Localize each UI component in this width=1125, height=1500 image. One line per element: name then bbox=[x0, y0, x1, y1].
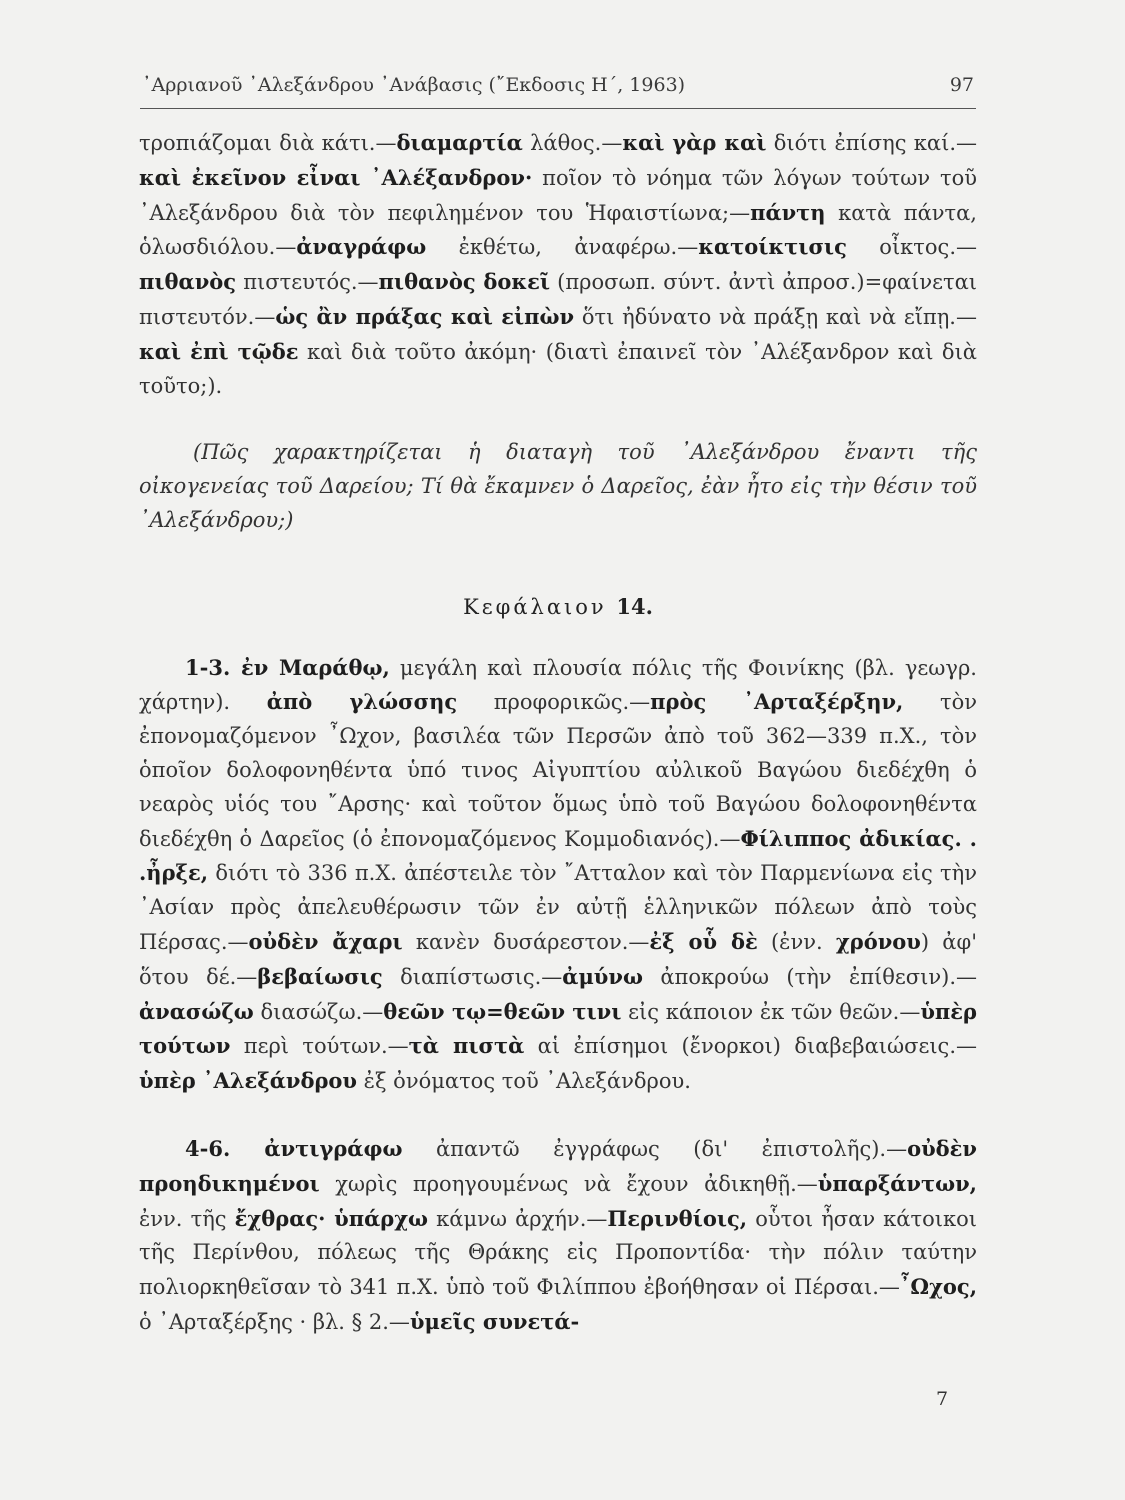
chapter-heading bbox=[139, 590, 977, 625]
page-number: 97 bbox=[949, 74, 974, 96]
study-question: (Πῶς χαρακτηρίζεται ἡ διαταγὴ τοῦ ᾽Αλεξάνδρου ἔναντι τῆς οἰκογενείας τοῦ Δαρείου; Τί θὰ ἔκαμνεν ὁ Δαρεῖος, ἐὰν ἦτο εἰς τὴν θέσιν τοῦ ᾽Αλεξάνδρου;) bbox=[139, 440, 977, 532]
section-4-6: 4-6. ἀντιγράφω ἀπαντῶ ἐγγράφως (δι' ἐπιστολῆς).—οὐδὲν προηδικημένοι χωρὶς προηγουμένως νὰ ἔχουν ἀδικηθῇ.—ὑπαρξάντων, ἐνν. τῆς ἔχθρας· ὑπάρχω κάμνω ἀρχήν.—Περινθίοις, οὗτοι ἦσαν κάτοικοι τῆς Περίνθου, πόλεως τῆς Θράκης εἰς Προποντίδα· τὴν πόλιν ταύτην πολιορκηθεῖσαν τὸ 341 π.Χ. ὑπὸ τοῦ Φιλίππου ἐβοήθησαν οἱ Πέρσαι.—῏Ωχος, ὁ ᾽Αρταξέρξης · βλ. § 2.—ὑμεῖς συνετά- bbox=[139, 1135, 977, 1334]
chapter-label: Κεφάλαιον bbox=[463, 594, 607, 619]
header-title: ᾽Αρριανοῦ ᾽Αλεξάνδρου ᾽Ανάβασις (῎Εκδοσις Η΄, 1963) bbox=[142, 74, 686, 96]
commentary-paragraph: τροπιάζομαι διὰ κάτι.—διαμαρτία λάθος.—καὶ γὰρ καὶ διότι ἐπίσης καί.—καὶ ἐκεῖνον εἶναι ᾽Αλέξανδρον· ποῖον τὸ νόημα τῶν λόγων τούτων τοῦ ᾽Αλεξάνδρου διὰ τὸν πεφιλημένον του Ἡφαιστίωνα;—πάντη κατὰ πάντα, ὁλωσδιόλου.—ἀναγράφω ἐκθέτω, ἀναφέρω.—κατοίκτισις οἶκτος.—πιθανὸς πιστευτός.—πιθανὸς δοκεῖ (προσωπ. σύντ. ἀντὶ ἀπροσ.)=φαίνεται πιστευτόν.—ὡς ἂν πράξας καὶ εἰπὼν ὅτι ἠδύνατο νὰ πράξῃ καὶ νὰ εἴπῃ.—καὶ ἐπὶ τῷδε καὶ διὰ τοῦτο ἀκόμη· (διατὶ ἐπαινεῖ τὸν ᾽Αλέξανδρον καὶ διὰ τοῦτο;). bbox=[139, 130, 978, 398]
running-header bbox=[142, 74, 974, 96]
signature-mark: 7 bbox=[935, 1388, 949, 1410]
header-rule bbox=[140, 108, 976, 109]
chapter-number: 14. bbox=[616, 593, 653, 619]
body-text bbox=[139, 126, 977, 1340]
section-1-3: 1-3. ἐν Μαράθῳ, μεγάλη καὶ πλουσία πόλις τῆς Φοινίκης (βλ. γεωγρ. χάρτην). ἀπὸ γλώσσης προφορικῶς.—πρὸς ᾽Αρταξέρξην, τὸν ἐπονομαζόμενον ῏Ωχον, βασιλέα τῶν Περσῶν ἀπὸ τοῦ 362—339 π.Χ., τὸν ὁποῖον δολοφονηθέντα ὑπό τινος Αἰγυπτίου αὐλικοῦ Βαγώου διεδέχθη ὁ νεαρὸς υἱός του ῎Αρσης· καὶ τοῦτον ὅμως ὑπὸ τοῦ Βαγώου δολοφονηθέντα διεδέχθη ὁ Δαρεῖος (ὁ ἐπονομαζόμενος Κομμοδιανός).—Φίλιππος ἀδικίας. . .ἦρξε, διότι τὸ 336 π.Χ. ἀπέστειλε τὸν ῎Ατταλον καὶ τὸν Παρμενίωνα εἰς τὴν ᾽Ασίαν πρὸς ἀπελευθέρωσιν τῶν ἐν αὐτῇ ἑλληνικῶν πόλεων ἀπὸ τοὺς Πέρσας.—οὐδὲν ἄχαρι κανὲν δυσάρεστον.—ἐξ οὗ δὲ (ἐνν. χρόνου) ἀφ' ὅτου δέ.—βεβαίωσις διαπίστωσις.—ἀμύνω ἀποκρούω (τὴν ἐπίθεσιν).—ἀνασώζω διασώζω.—θεῶν τῳ=θεῶν τινι εἰς κάποιον ἐκ τῶν θεῶν.—ὑπὲρ τούτων περὶ τούτων.—τὰ πιστὰ αἱ ἐπίσημοι (ἔνορκοι) διαβεβαιώσεις.—ὑπὲρ ᾽Αλεξάνδρου ἐξ ὀνόματος τοῦ ᾽Αλεξάνδρου. bbox=[139, 654, 978, 1094]
